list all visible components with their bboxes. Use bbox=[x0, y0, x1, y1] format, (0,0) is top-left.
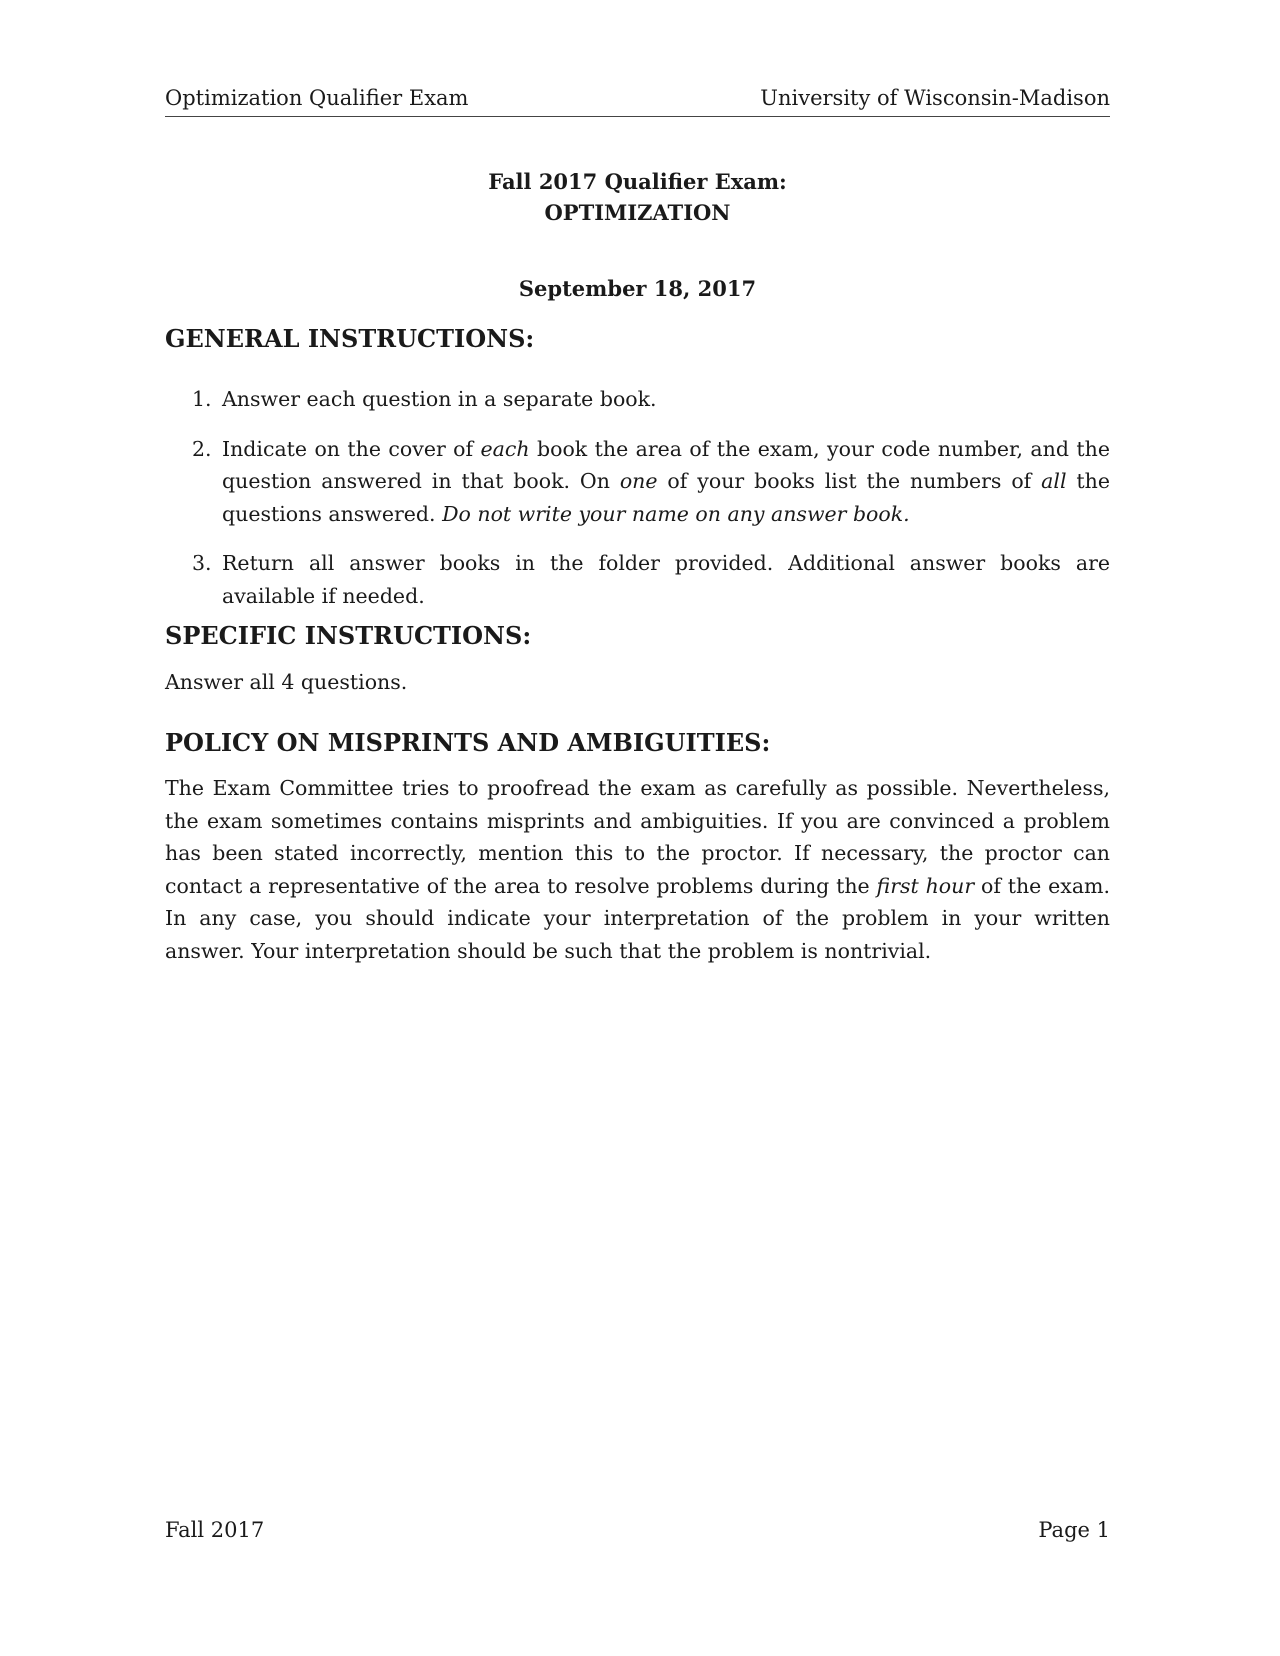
emphasized-text: Do not write your name on any answer book. bbox=[442, 501, 910, 526]
text-segment: Return all answer books in the folder provided. Additional answer books are available if needed. bbox=[222, 551, 1110, 608]
list-item bbox=[165, 547, 1110, 612]
text-segment: The Exam Committee tries to proofread the exam as carefully as possible. Nevertheless, the exam sometimes contains misprints and ambiguities. If you are convinced a problem has been stated incorrectly, mention this to the proctor. If necessary, the proctor can contact a representative of the area to resolve problems during the bbox=[165, 776, 1110, 898]
general-instructions-list bbox=[165, 383, 1110, 629]
policy-heading: POLICY ON MISPRINTS AND AMBIGUITIES: bbox=[165, 728, 771, 757]
emphasized-text: each bbox=[480, 436, 530, 461]
general-instructions-heading: GENERAL INSTRUCTIONS: bbox=[165, 324, 535, 353]
policy-text bbox=[165, 772, 1110, 967]
header-course-title: Optimization Qualifier Exam bbox=[165, 86, 469, 110]
list-item bbox=[165, 383, 1110, 416]
list-item-text bbox=[222, 387, 657, 411]
list-item-text bbox=[222, 437, 1110, 526]
exam-title-line-1: Fall 2017 Qualifier Exam: bbox=[488, 169, 787, 194]
emphasized-text: all bbox=[1041, 469, 1067, 493]
text-segment: of your books list the numbers of bbox=[657, 469, 1042, 493]
list-item-text bbox=[222, 551, 1110, 608]
header-university: University of Wisconsin-Madison bbox=[760, 86, 1110, 110]
specific-instructions-heading: SPECIFIC INSTRUCTIONS: bbox=[165, 621, 532, 650]
list-item-number: 1. bbox=[192, 387, 212, 411]
list-item-number: 3. bbox=[192, 551, 212, 575]
text-segment: of the exam. In any case, you should indicate your interpretation of the problem in your written answer. Your interpretation should be such that the problem is nontrivial. bbox=[165, 873, 1111, 963]
list-item bbox=[165, 433, 1110, 531]
text-segment: Indicate on the cover of bbox=[222, 436, 481, 461]
emphasized-text: first hour bbox=[876, 873, 975, 898]
running-header bbox=[165, 86, 1110, 117]
text-segment: book the area of the exam, your code number, and the question answered in that book. On bbox=[222, 436, 1110, 493]
text-segment: the questions answered. bbox=[222, 469, 1110, 526]
text-segment: Answer each question in a separate book. bbox=[222, 387, 657, 411]
exam-title-line-2: OPTIMIZATION bbox=[544, 200, 731, 225]
exam-date: September 18, 2017 bbox=[518, 276, 757, 301]
emphasized-text: one bbox=[619, 469, 658, 493]
footer-term: Fall 2017 bbox=[165, 1518, 265, 1542]
list-item-number: 2. bbox=[192, 436, 212, 461]
exam-title bbox=[165, 166, 1110, 228]
page-number: Page 1 bbox=[1038, 1518, 1110, 1542]
specific-instructions-text: Answer all 4 questions. bbox=[165, 670, 408, 694]
